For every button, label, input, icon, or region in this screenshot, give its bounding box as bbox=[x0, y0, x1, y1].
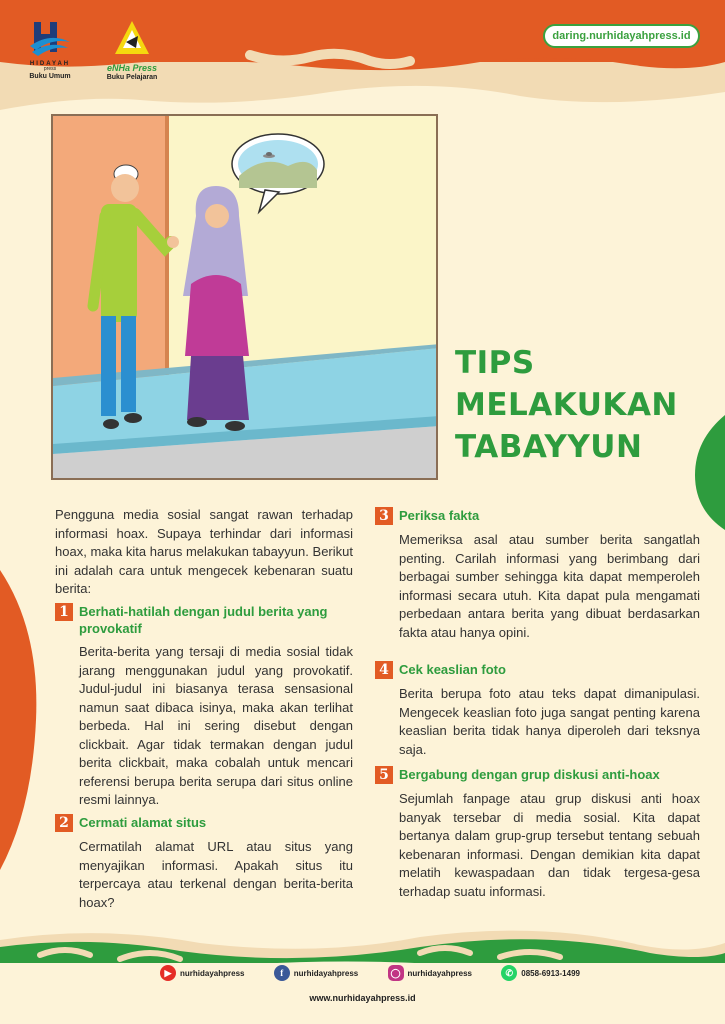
social-whatsapp[interactable] bbox=[501, 965, 580, 981]
tip-number: 1 bbox=[55, 603, 73, 621]
title-line-2: MELAKUKAN bbox=[455, 387, 678, 423]
hidayah-logo-sub: press bbox=[43, 66, 57, 72]
illustration bbox=[51, 114, 438, 480]
social-youtube[interactable] bbox=[160, 965, 244, 981]
social-facebook[interactable] bbox=[274, 965, 358, 981]
title-line-1: TIPS bbox=[455, 345, 535, 381]
tip-body: Sejumlah fanpage atau grup diskusi anti hoax banyak tersebar di media sosial. Kita dapat bertanya dalam grup-grup tersebut tentang sebuah kebenaran informasi. Dengan demikian kita dapat melatih kewaspadaan dan tidak tergesa-gesa terhadap suatu informasi. bbox=[399, 791, 700, 899]
title-line-3: TABAYYUN bbox=[455, 429, 643, 465]
tip-body: Cermatilah alamat URL atau situs yang menyajikan informasi. Apakah situs itu terpercaya atau terkenal dengan berita-berita hoax? bbox=[79, 839, 353, 910]
page-title bbox=[455, 342, 705, 468]
tip-body: Berita berupa foto atau teks dapat dimanipulasi. Mengecek keaslian foto juga sangat penting karena keaslian berita tidak hanya diperoleh dari teksnya saja. bbox=[399, 686, 700, 757]
social-instagram[interactable] bbox=[388, 965, 472, 981]
left-decoration bbox=[0, 570, 40, 890]
tip-5 bbox=[375, 766, 700, 901]
tip-1 bbox=[55, 603, 353, 810]
tip-body: Memeriksa asal atau sumber berita sangatlah penting. Carilah informasi yang berimbang dari berbagai sumber sehingga kita dapat memperoleh informasi secara utuh. Kita dapat pula mengamati perbedaan antara berita yang dibuat berdasarkan fakta atau hanya opini. bbox=[399, 532, 700, 640]
youtube-icon: ▶ bbox=[160, 965, 176, 981]
social-label: nurhidayahpress bbox=[293, 968, 359, 978]
tip-title: Berhati-hatilah dengan judul berita yang provokatif bbox=[79, 604, 328, 636]
social-label: 0858-6913-1499 bbox=[521, 968, 580, 978]
instagram-icon: ◯ bbox=[388, 965, 404, 981]
tip-title: Bergabung dengan grup diskusi anti-hoax bbox=[399, 767, 660, 782]
intro-paragraph: Pengguna media sosial sangat rawan terhadap informasi hoax. Supaya terhindar dari informasi hoax, maka kita harus melakukan tabayyun. Berikut ini adalah cara untuk mengecek kebenaran suatu berita: bbox=[55, 507, 353, 596]
tip-3 bbox=[375, 507, 700, 642]
enha-logo[interactable] bbox=[100, 18, 164, 81]
tip-title: Cek keaslian foto bbox=[399, 662, 506, 677]
tip-number: 3 bbox=[375, 507, 393, 525]
hidayah-logo-mark bbox=[28, 18, 72, 58]
facebook-icon: f bbox=[274, 965, 290, 981]
social-label: nurhidayahpress bbox=[407, 968, 472, 978]
tip-4 bbox=[375, 661, 700, 759]
hidayah-logo[interactable] bbox=[22, 18, 78, 80]
enha-logo-caption: Buku Pelajaran bbox=[106, 74, 158, 81]
site-url-badge[interactable]: daring.nurhidayahpress.id bbox=[543, 24, 700, 48]
social-label: nurhidayahpress bbox=[180, 968, 245, 978]
tip-number: 2 bbox=[55, 814, 73, 832]
social-links bbox=[160, 965, 580, 981]
hidayah-logo-caption: Buku Umum bbox=[29, 73, 71, 80]
tip-title: Cermati alamat situs bbox=[79, 815, 207, 830]
tip-2 bbox=[55, 814, 353, 912]
whatsapp-icon: ✆ bbox=[501, 965, 517, 981]
hidayah-logo-name: HIDAYAH bbox=[29, 61, 71, 67]
tip-body: Berita-berita yang tersaji di media sosial tidak jarang menggunakan judul yang provokatif. Judul-judul ini biasanya terasa sensasional namun saat dibaca isinya, maka akan terlihat berbeda. Hal ini sering disebut dengan clickbait. Agar tidak termakan dengan judul berita clickbait, maka cobalah untuk mencari referensi berupa berita serupa dari situs online resmi lainnya. bbox=[79, 644, 353, 807]
enha-logo-name: eNHa Press bbox=[106, 63, 158, 73]
illustration-scene bbox=[53, 116, 438, 480]
footer-website[interactable]: www.nurhidayahpress.id bbox=[309, 993, 416, 1003]
enha-logo-mark bbox=[112, 18, 152, 58]
tip-title: Periksa fakta bbox=[399, 508, 480, 523]
tip-number: 5 bbox=[375, 766, 393, 784]
tip-number: 4 bbox=[375, 661, 393, 679]
